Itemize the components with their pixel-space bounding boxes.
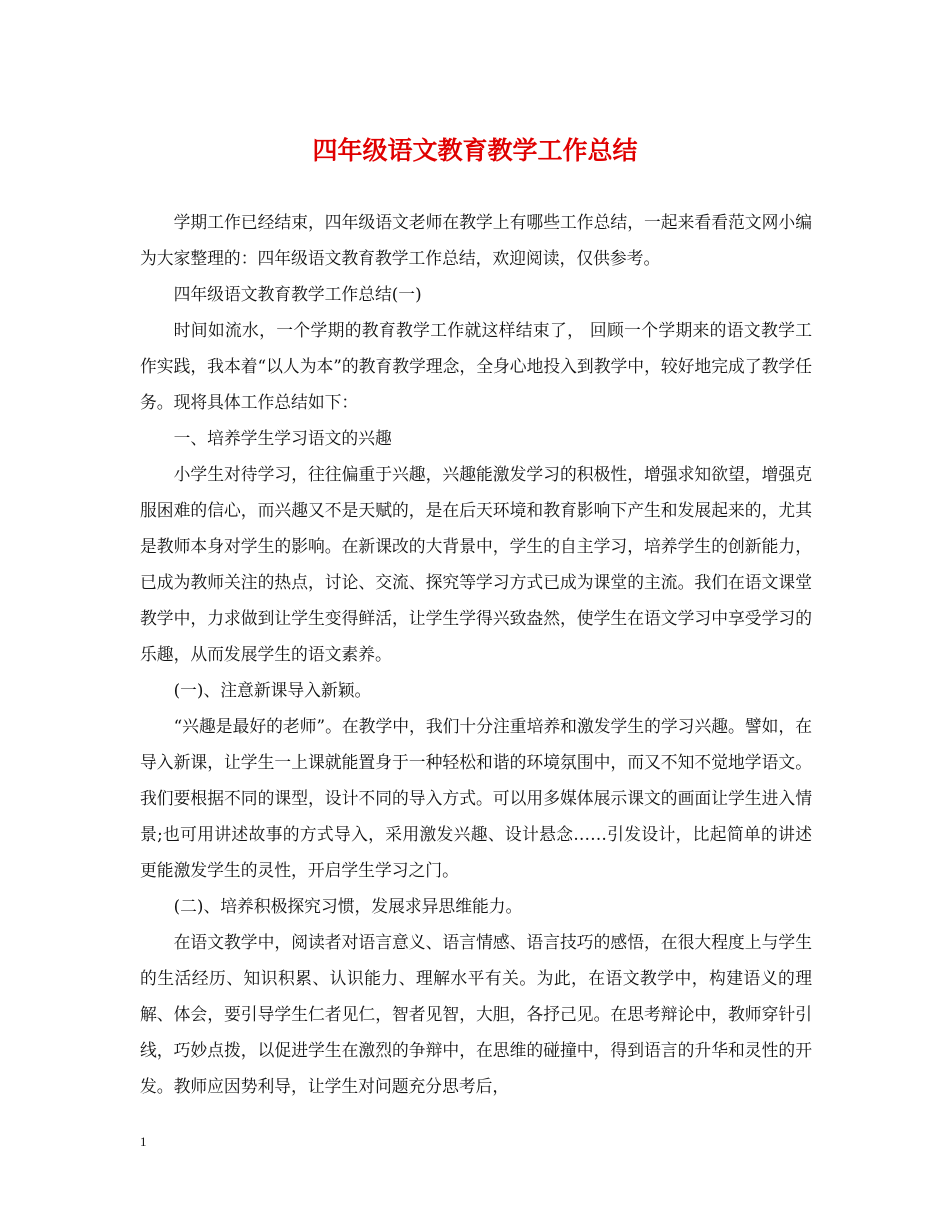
page-number: 1 xyxy=(140,1134,147,1149)
paragraph-inquiry-habits: 在语文教学中，阅读者对语言意义、语言情感、语言技巧的感悟，在很大程度上与学生的生活经历、知识积累、认识能力、理解水平有关。为此，在语文教学中，构建语义的理解、体会，要引导学生仁者见仁，智者见智，大胆，各抒己见。在思考辩论中，教师穿针引线，巧妙点拨，以促进学生在激烈的争辩中，在思维的碰撞中，得到语言的升华和灵性的开发。教师应因势利导，让学生对问题充分思考后， xyxy=(140,932,812,1096)
paragraph-opening: 时间如流水，一个学期的教育教学工作就这样结束了， 回顾一个学期来的语文教学工作实践，我本着“以人为本”的教育教学理念，全身心地投入到教学中，较好地完成了教学任务。现将具体工作总结如下： xyxy=(140,320,812,412)
subheading-inquiry-habits: (二)、培养积极探究习惯，发展求异思维能力。 xyxy=(173,896,523,916)
section-heading-part-one: 四年级语文教育教学工作总结(一) xyxy=(173,284,422,304)
document-body xyxy=(140,204,812,1104)
subheading-new-lesson: (一)、注意新课导入新颖。 xyxy=(173,680,372,700)
paragraph-new-lesson: “兴趣是最好的老师”。在教学中，我们十分注重培养和激发学生的学习兴趣。譬如，在导入新课，让学生一上课就能置身于一种轻松和谐的环境氛围中，而又不知不觉地学语文。我们要根据不同的课型，设计不同的导入方式。可以用多媒体展示课文的画面让学生进入情景;也可用讲述故事的方式导入，采用激发兴趣、设计悬念……引发设计，比起简单的讲述更能激发学生的灵性，开启学生学习之门。 xyxy=(140,716,812,880)
section-heading-interest: 一、培养学生学习语文的兴趣 xyxy=(173,428,392,448)
paragraph-interest: 小学生对待学习，往往偏重于兴趣，兴趣能激发学习的积极性，增强求知欲望，增强克服困难的信心，而兴趣又不是天赋的，是在后天环境和教育影响下产生和发展起来的，尤其是教师本身对学生的影响。在新课改的大背景中，学生的自主学习，培养学生的创新能力，已成为教师关注的热点，讨论、交流、探究等学习方式已成为课堂的主流。我们在语文课堂教学中，力求做到让学生变得鲜活，让学生学得兴致盎然，使学生在语文学习中享受学习的乐趣，从而发展学生的语文素养。 xyxy=(140,464,812,664)
document-title: 四年级语文教育教学工作总结 xyxy=(312,136,638,165)
paragraph-intro: 学期工作已经结束，四年级语文老师在教学上有哪些工作总结，一起来看看范文网小编为大家整理的：四年级语文教育教学工作总结，欢迎阅读，仅供参考。 xyxy=(140,212,812,268)
